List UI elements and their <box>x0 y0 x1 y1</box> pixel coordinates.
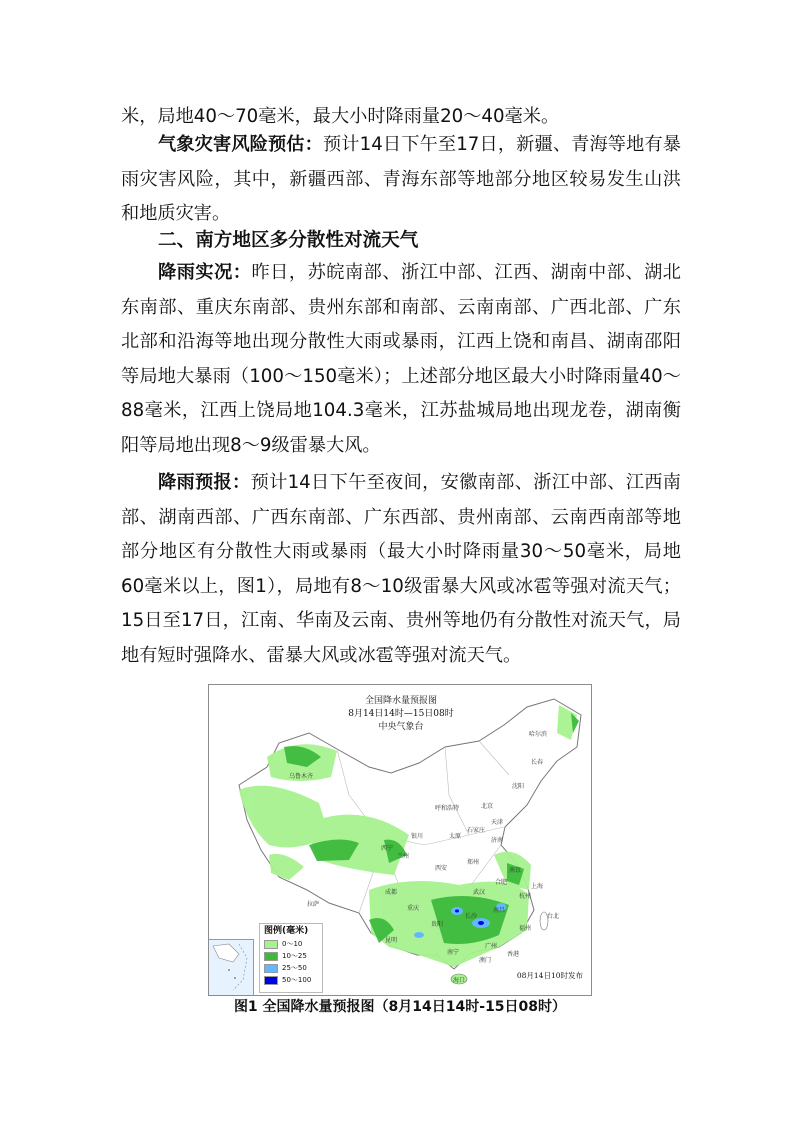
city-label: 济南 <box>491 837 504 844</box>
rain-forecast-label: 降雨预报： <box>158 472 251 493</box>
city-label: 天津 <box>491 819 504 826</box>
observed-rain-text: 昨日，苏皖南部、浙江中部、江西、湖南中部、湖北东南部、重庆东南部、贵州东部和南部、云南南部、广西北部、广东北部和沿海等地出现分散性大雨或暴雨，江西上饶和南昌、湖南邵阳等局地大暴雨（100～150毫米）；上述部分地区最大小时降雨量40～88毫米，江西上饶局地104.3毫米，江苏盐城局地出现龙卷，湖南衡阳等局地出现8～9级雷暴大风。 <box>121 262 681 456</box>
city-label: 乌鲁木齐 <box>289 773 314 780</box>
legend-item <box>260 938 322 950</box>
city-label: 南宁 <box>447 949 460 956</box>
legend-swatch <box>264 964 278 973</box>
legend-label: 0～10 <box>282 940 303 948</box>
city-label: 贵阳 <box>431 921 444 928</box>
city-label: 太原 <box>449 833 462 840</box>
rain-forecast-text: 预计14日下午至夜间，安徽南部、浙江中部、江西南部、湖南西部、广西东南部、广东西部、贵州南部、云南西南部等地部分地区有分散性大雨或暴雨（最大小时降雨量30～50毫米，局地60毫米以上，图1），局地有8～10级雷暴大风或冰雹等强对流天气；15日至17日，江南、华南及云南、贵州等地仍有分散性对流天气，局地有短时强降水、雷暴大风或冰雹等强对流天气。 <box>121 472 681 666</box>
legend-label: 25～50 <box>282 964 307 972</box>
paragraph-1-text: 米，局地40～70毫米，最大小时降雨量20～40毫米。 <box>121 106 560 127</box>
city-label: 呼和浩特 <box>435 805 460 812</box>
paragraph-observed-rain <box>121 256 681 463</box>
legend-item <box>260 974 322 986</box>
legend-item <box>260 950 322 962</box>
city-label: 上海 <box>531 883 544 890</box>
legend-swatch <box>264 952 278 961</box>
city-label: 香港 <box>507 951 520 958</box>
city-label: 澳门 <box>479 957 492 964</box>
city-label: 广州 <box>485 943 498 950</box>
map-title <box>341 695 461 734</box>
city-label: 海口 <box>453 977 466 984</box>
city-label: 北京 <box>481 803 494 810</box>
section-title: 二、南方地区多分散性对流天气 <box>158 230 419 251</box>
south-china-sea-inset <box>209 939 254 996</box>
city-label: 郑州 <box>467 859 480 866</box>
legend-swatch <box>264 940 278 949</box>
legend-label: 10～25 <box>282 952 307 960</box>
legend-item <box>260 962 322 974</box>
city-label: 成都 <box>385 889 398 896</box>
city-label: 拉萨 <box>307 901 320 908</box>
precipitation-forecast-map <box>208 684 592 996</box>
legend-title: 图例(毫米) <box>264 926 309 936</box>
city-label: 武汉 <box>473 889 486 896</box>
paragraph-risk <box>121 128 681 232</box>
map-legend <box>259 923 323 993</box>
city-label: 重庆 <box>407 905 420 912</box>
city-label: 长春 <box>531 759 544 766</box>
city-label: 台北 <box>547 913 560 920</box>
map-title-line1: 全国降水量预报图 <box>364 696 437 706</box>
legend-label: 50～100 <box>282 976 312 984</box>
city-label: 哈尔滨 <box>529 731 548 738</box>
city-label: 西安 <box>435 865 448 872</box>
south-china-sea-map <box>209 940 253 996</box>
city-label: 福州 <box>519 925 532 932</box>
map-title-line2: 8月14日14时—15日08时 <box>348 709 454 719</box>
city-label: 兰州 <box>397 853 410 860</box>
legend-swatch <box>264 976 278 985</box>
city-label: 南昌 <box>493 907 506 914</box>
map-title-line3: 中央气象台 <box>378 722 424 732</box>
risk-text: 预计14日下午至17日，新疆、青海等地有暴雨灾害风险，其中，新疆西部、青海东部等地部分地区较易发生山洪和地质灾害。 <box>121 134 681 224</box>
city-label: 合肥 <box>495 879 508 886</box>
city-label: 南京 <box>509 867 522 874</box>
release-note: 08月14日10时发布 <box>516 971 583 980</box>
paragraph-rain-forecast <box>121 466 681 673</box>
city-label: 西宁 <box>381 845 394 852</box>
city-label: 石家庄 <box>467 827 486 834</box>
risk-label: 气象灾害风险预估： <box>158 134 323 155</box>
observed-rain-label: 降雨实况： <box>158 262 252 283</box>
city-label: 沈阳 <box>512 783 525 790</box>
city-label: 昆明 <box>385 937 398 944</box>
city-label: 银川 <box>411 833 424 840</box>
figure-caption: 图1 全国降水量预报图（8月14日14时-15日08时） <box>233 999 567 1015</box>
city-label: 长沙 <box>465 913 478 920</box>
city-label: 杭州 <box>519 893 532 900</box>
